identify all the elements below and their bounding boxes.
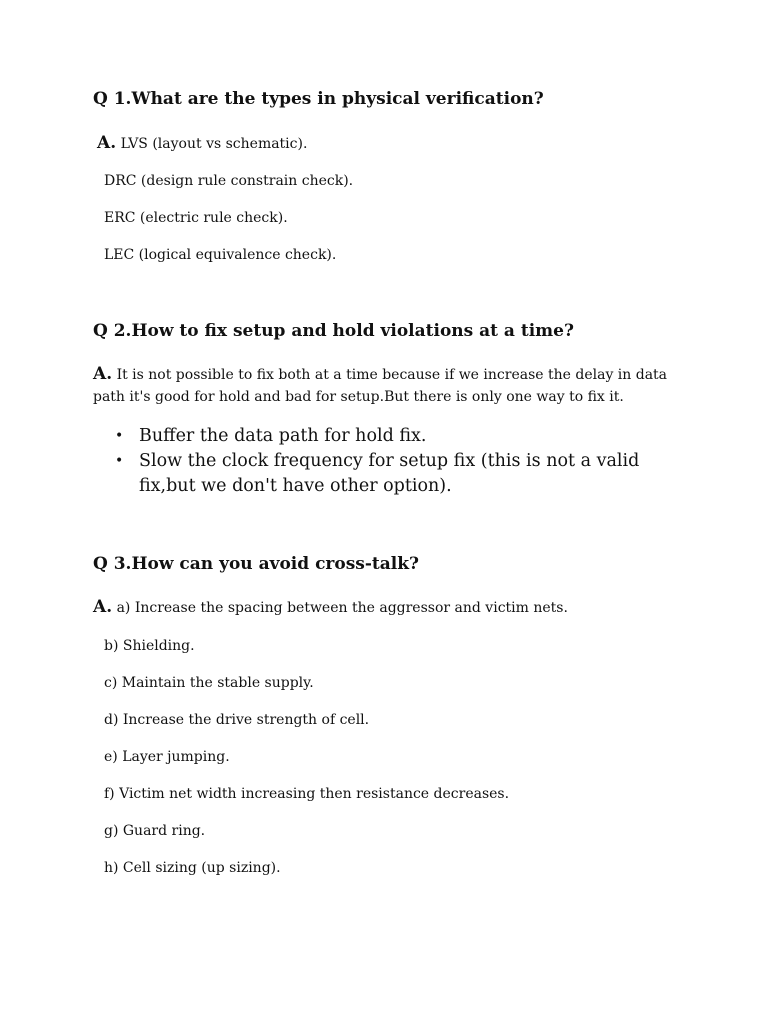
q1-item-2: DRC (design rule constrain check). [104,173,354,189]
q1-answer-marker: A. [97,133,117,153]
q3-item-h: h) Cell sizing (up sizing). [104,860,281,876]
q1-item-3: ERC (electric rule check). [104,210,288,226]
q2-bullet-2: • Slow the clock frequency for setup fix (this is not a valid fix,but we don't have other option). [113,449,653,499]
q3-item-f: f) Victim net width increasing then resistance decreases. [104,786,510,802]
q1-item-1: LVS (layout vs schematic). [120,136,308,152]
q3-answer-line-1 [93,597,568,617]
q3-item-d: d) Increase the drive strength of cell. [104,712,370,728]
question-2-heading: Q 2.How to fix setup and hold violations at a time? [93,321,574,341]
question-3-heading: Q 3.How can you avoid cross-talk? [93,554,419,574]
q3-item-e: e) Layer jumping. [104,749,230,765]
q2-bullet-list [113,424,653,499]
q2-bullet-1: • Buffer the data path for hold fix. [113,424,653,449]
q3-item-g: g) Guard ring. [104,823,206,839]
question-1-heading: Q 1.What are the types in physical verification? [93,89,544,109]
q3-item-a: a) Increase the spacing between the aggressor and victim nets. [116,600,568,616]
q2-answer-marker: A. [93,364,113,384]
q3-item-c: c) Maintain the stable supply. [104,675,314,691]
q1-answer-line-1 [97,133,307,153]
q2-answer-paragraph [93,363,683,408]
q2-answer-text: It is not possible to fix both at a time because if we increase the delay in data path it's good for hold and bad for setup.But there is only one way to fix it. [93,367,668,405]
q3-item-b: b) Shielding. [104,638,195,654]
q1-item-4: LEC (logical equivalence check). [104,247,337,263]
q3-answer-marker: A. [93,597,113,617]
